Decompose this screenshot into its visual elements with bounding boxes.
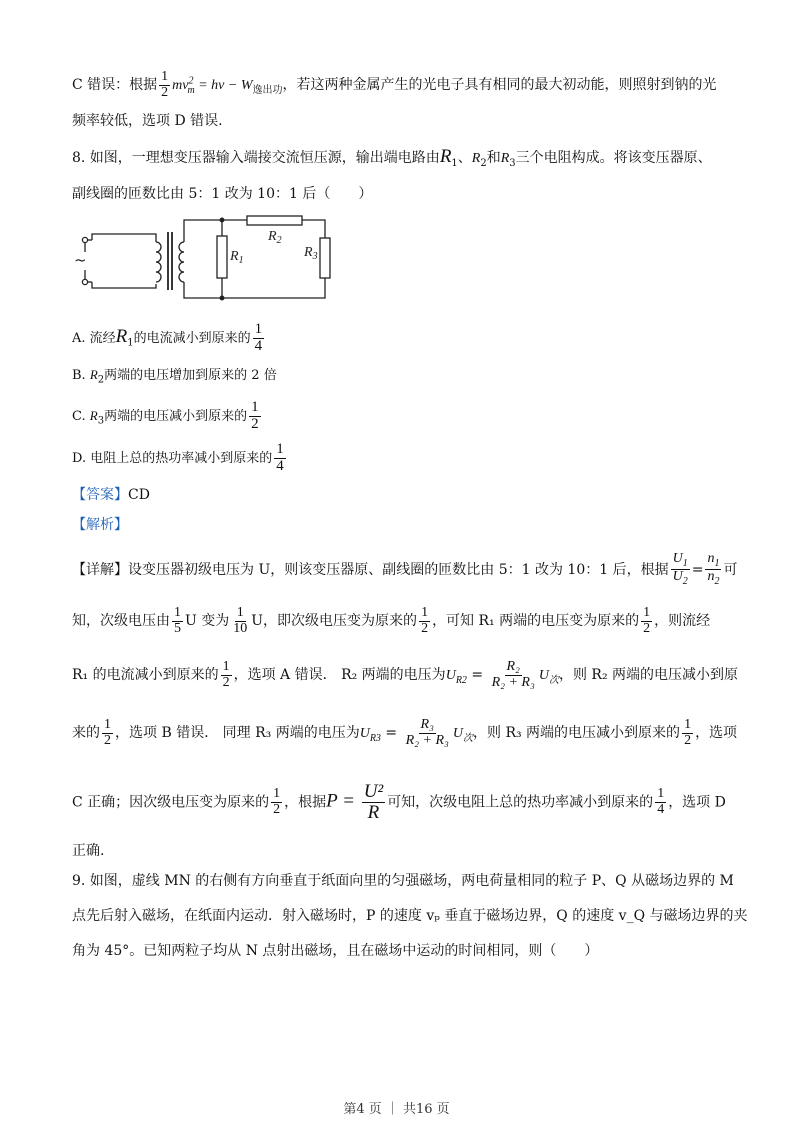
c-error-tail: ，若这两种金属产生的光电子具有相同的最大初动能，则照射到钠的光 xyxy=(282,77,717,94)
detail-line-6: 正确. xyxy=(72,843,105,859)
option-d[interactable]: D. 电阻上总的热功率减小到原来的 $\frac{1}{4}$ xyxy=(72,441,284,474)
detail-line-2: 知，次级电压由 $\frac{1}{5}$ U 变为 $\frac{1}{10}$ U，即次级电压变为原来的 $\frac{1}{2}$ ，可知 R₁ 两端的电压变为原来的 $\frac{1}{2}$ ，则流经 xyxy=(72,605,711,636)
detail-line-3: R₁ 的电流减小到原来的 $\frac{1}{2}$ ，选项 A 错误． R₂ 两端的电压为$U_{R2}$ = $\frac{\text{R₂}}{\text{R₂ + R₃}}$ $U_次$，则 R₂ 两端的电压减小到原 xyxy=(72,659,739,690)
detail-line-1: 【详解】设变压器初级电压为 U，则该变压器原、副线圈的匝数比由 5：1 改为 10：1 后，根据 $\frac{U_1}{U_2}$ = $\frac{n_1}{n_2}$ 可 xyxy=(72,551,738,588)
primary-coil xyxy=(156,242,161,282)
label-r3: $R_3$ xyxy=(304,245,318,262)
input-terminal-top xyxy=(82,237,87,242)
question-9-line-1: 9. 如图，虚线 MN 的右侧有方向垂直于纸面向里的匀强磁场，两电荷量相同的粒子 P、Q 从磁场边界的 M xyxy=(72,873,734,889)
c-error-line-2: 频率较低，选项 D 错误. xyxy=(72,113,223,129)
mv-term: $mv^2_m$ xyxy=(172,75,195,96)
ac-source-symbol: ~ xyxy=(74,251,87,269)
resistor-r1 xyxy=(217,236,227,278)
answer-line xyxy=(72,484,150,504)
page-footer: 第4 页 ｜ 共16 页 xyxy=(343,1102,450,1117)
question-8-line-2: 副线圈的匝数比由 5：1 改为 10：1 后（ ） xyxy=(72,186,373,202)
secondary-coil xyxy=(179,242,184,282)
analysis-label: 【解析】 xyxy=(72,517,128,533)
equation-tail: = hν − W xyxy=(194,78,253,94)
question-9-line-2: 点先后射入磁场，在纸面内运动．射入磁场时，P 的速度 vₚ 垂直于磁场边界，Q 的速度 v_Q 与磁场边界的夹 xyxy=(72,908,748,924)
resistor-r2 xyxy=(247,216,302,225)
c-error-prefix: C 错误：根据 xyxy=(72,77,158,94)
resistor-r3 xyxy=(320,238,330,278)
option-c[interactable]: C. $R_3$两端的电压减小到原来的 $\frac{1}{2}$ xyxy=(72,399,259,432)
label-r2: $R_2$ xyxy=(268,229,282,246)
detail-line-5: C 正确；因次级电压变为原来的 $\frac{1}{2}$ ，根据P = $\frac{\text{U²}}{R}$ 可知，次级电阻上总的热功率减小到原来的 $\frac{1}{4}$ ，选项 D xyxy=(72,781,726,823)
input-terminal-bottom xyxy=(82,279,87,284)
answer-label: 【答案】 xyxy=(72,487,128,503)
transformer-circuit-diagram xyxy=(72,212,342,304)
question-9-line-3: 角为 45°。已知两粒子均从 N 点射出磁场，且在磁场中运动的时间相同，则（ ） xyxy=(72,943,599,959)
fraction-half: $\frac{1}{2}$ xyxy=(161,69,169,100)
option-a[interactable]: A. 流经$R_1$的电流减小到原来的 $\frac{1}{4}$ xyxy=(72,321,263,354)
answer-value: CD xyxy=(128,487,150,503)
label-r1: $R_1$ xyxy=(230,249,244,266)
question-8-line-1: 8. 如图，一理想变压器输入端接交流恒压源，输出端电路由$R_1$、$R_2$和$R_3$三个电阻构成。将该变压器原、 xyxy=(72,146,712,169)
detail-line-4: 来的 $\frac{1}{2}$ ，选项 B 错误． 同理 R₃ 两端的电压为$U_{R3}$ = $\frac{\text{R₃}}{\text{R₂ + R₃}}$ $U_次$，则 R₃ 两端的电压减小到原来的 $\frac{1}{2}$ ，选项 xyxy=(72,717,738,748)
c-error-line-1 xyxy=(72,70,717,100)
work-function-sub: 逸出功 xyxy=(252,84,283,96)
option-b[interactable]: B. $R_2$两端的电压增加到原来的 2 倍 xyxy=(72,367,277,386)
